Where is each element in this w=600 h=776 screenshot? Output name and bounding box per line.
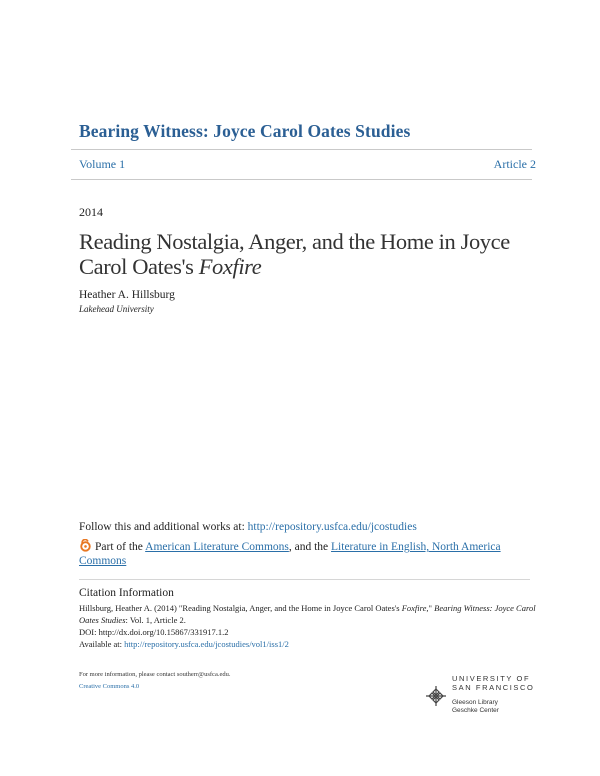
open-access-icon xyxy=(79,539,92,552)
article-title-line1: Reading Nostalgia, Anger, and the Home in Joyce xyxy=(79,229,510,254)
article-title-line2: Carol Oates's xyxy=(79,254,199,279)
and-the-text: , and the xyxy=(288,541,332,553)
usf-logo-line4: Geschke Center xyxy=(452,707,499,714)
journal-title[interactable]: Bearing Witness: Joyce Carol Oates Studies xyxy=(79,121,411,141)
citation-available-prefix: Available at: xyxy=(79,639,125,649)
follow-url-link[interactable]: http://repository.usfca.edu/jcostudies xyxy=(247,521,417,533)
part-of-prefix: Part of the xyxy=(95,541,146,553)
citation-body xyxy=(79,602,539,650)
creative-commons-link[interactable]: Creative Commons 4.0 xyxy=(79,683,140,690)
author-name: Heather A. Hillsburg xyxy=(79,289,175,301)
usf-logo xyxy=(452,674,534,715)
citation-text-prefix: Hillsburg, Heather A. (2014) "Reading Nostalgia, Anger, and the Home in Joyce Carol Oates's xyxy=(79,603,402,613)
publication-year: 2014 xyxy=(79,205,103,219)
usf-logo-line2: SAN FRANCISCO xyxy=(452,683,535,692)
american-literature-commons-link[interactable]: American Literature Commons xyxy=(145,541,289,553)
divider-bottom xyxy=(71,179,532,180)
volume-link[interactable]: Volume 1 xyxy=(79,157,126,171)
part-of-commons xyxy=(79,539,519,568)
article-title-italic: Foxfire xyxy=(198,254,262,279)
usf-logo-line3: Gleeson Library xyxy=(452,699,498,706)
citation-available-link[interactable]: http://repository.usfca.edu/jcostudies/vol1/iss1/2 xyxy=(124,639,289,649)
citation-divider xyxy=(79,579,530,580)
usf-crest-icon xyxy=(424,684,448,708)
author-affiliation: Lakehead University xyxy=(79,304,154,314)
citation-heading: Citation Information xyxy=(79,587,174,599)
citation-title-italic: Foxfire xyxy=(401,603,427,613)
follow-line xyxy=(79,521,417,533)
usf-logo-line1: UNIVERSITY OF xyxy=(452,674,531,683)
follow-prefix: Follow this and additional works at: xyxy=(79,521,248,533)
citation-journal-italic: Bearing Witness: Joyce Carol Oates Studies xyxy=(79,603,536,625)
divider-top xyxy=(71,149,532,150)
contact-note: For more information, please contact southerr@usfca.edu. xyxy=(79,671,231,678)
citation-doi: DOI: http://dx.doi.org/10.15867/331917.1.2 xyxy=(79,627,229,637)
citation-text-suffix: : Vol. 1, Article 2. xyxy=(125,615,186,625)
article-link[interactable]: Article 2 xyxy=(493,157,536,171)
literature-english-commons-link[interactable]: Literature in English, North America Commons xyxy=(79,541,501,567)
article-title xyxy=(79,229,539,279)
citation-text-mid: ," xyxy=(426,603,435,613)
